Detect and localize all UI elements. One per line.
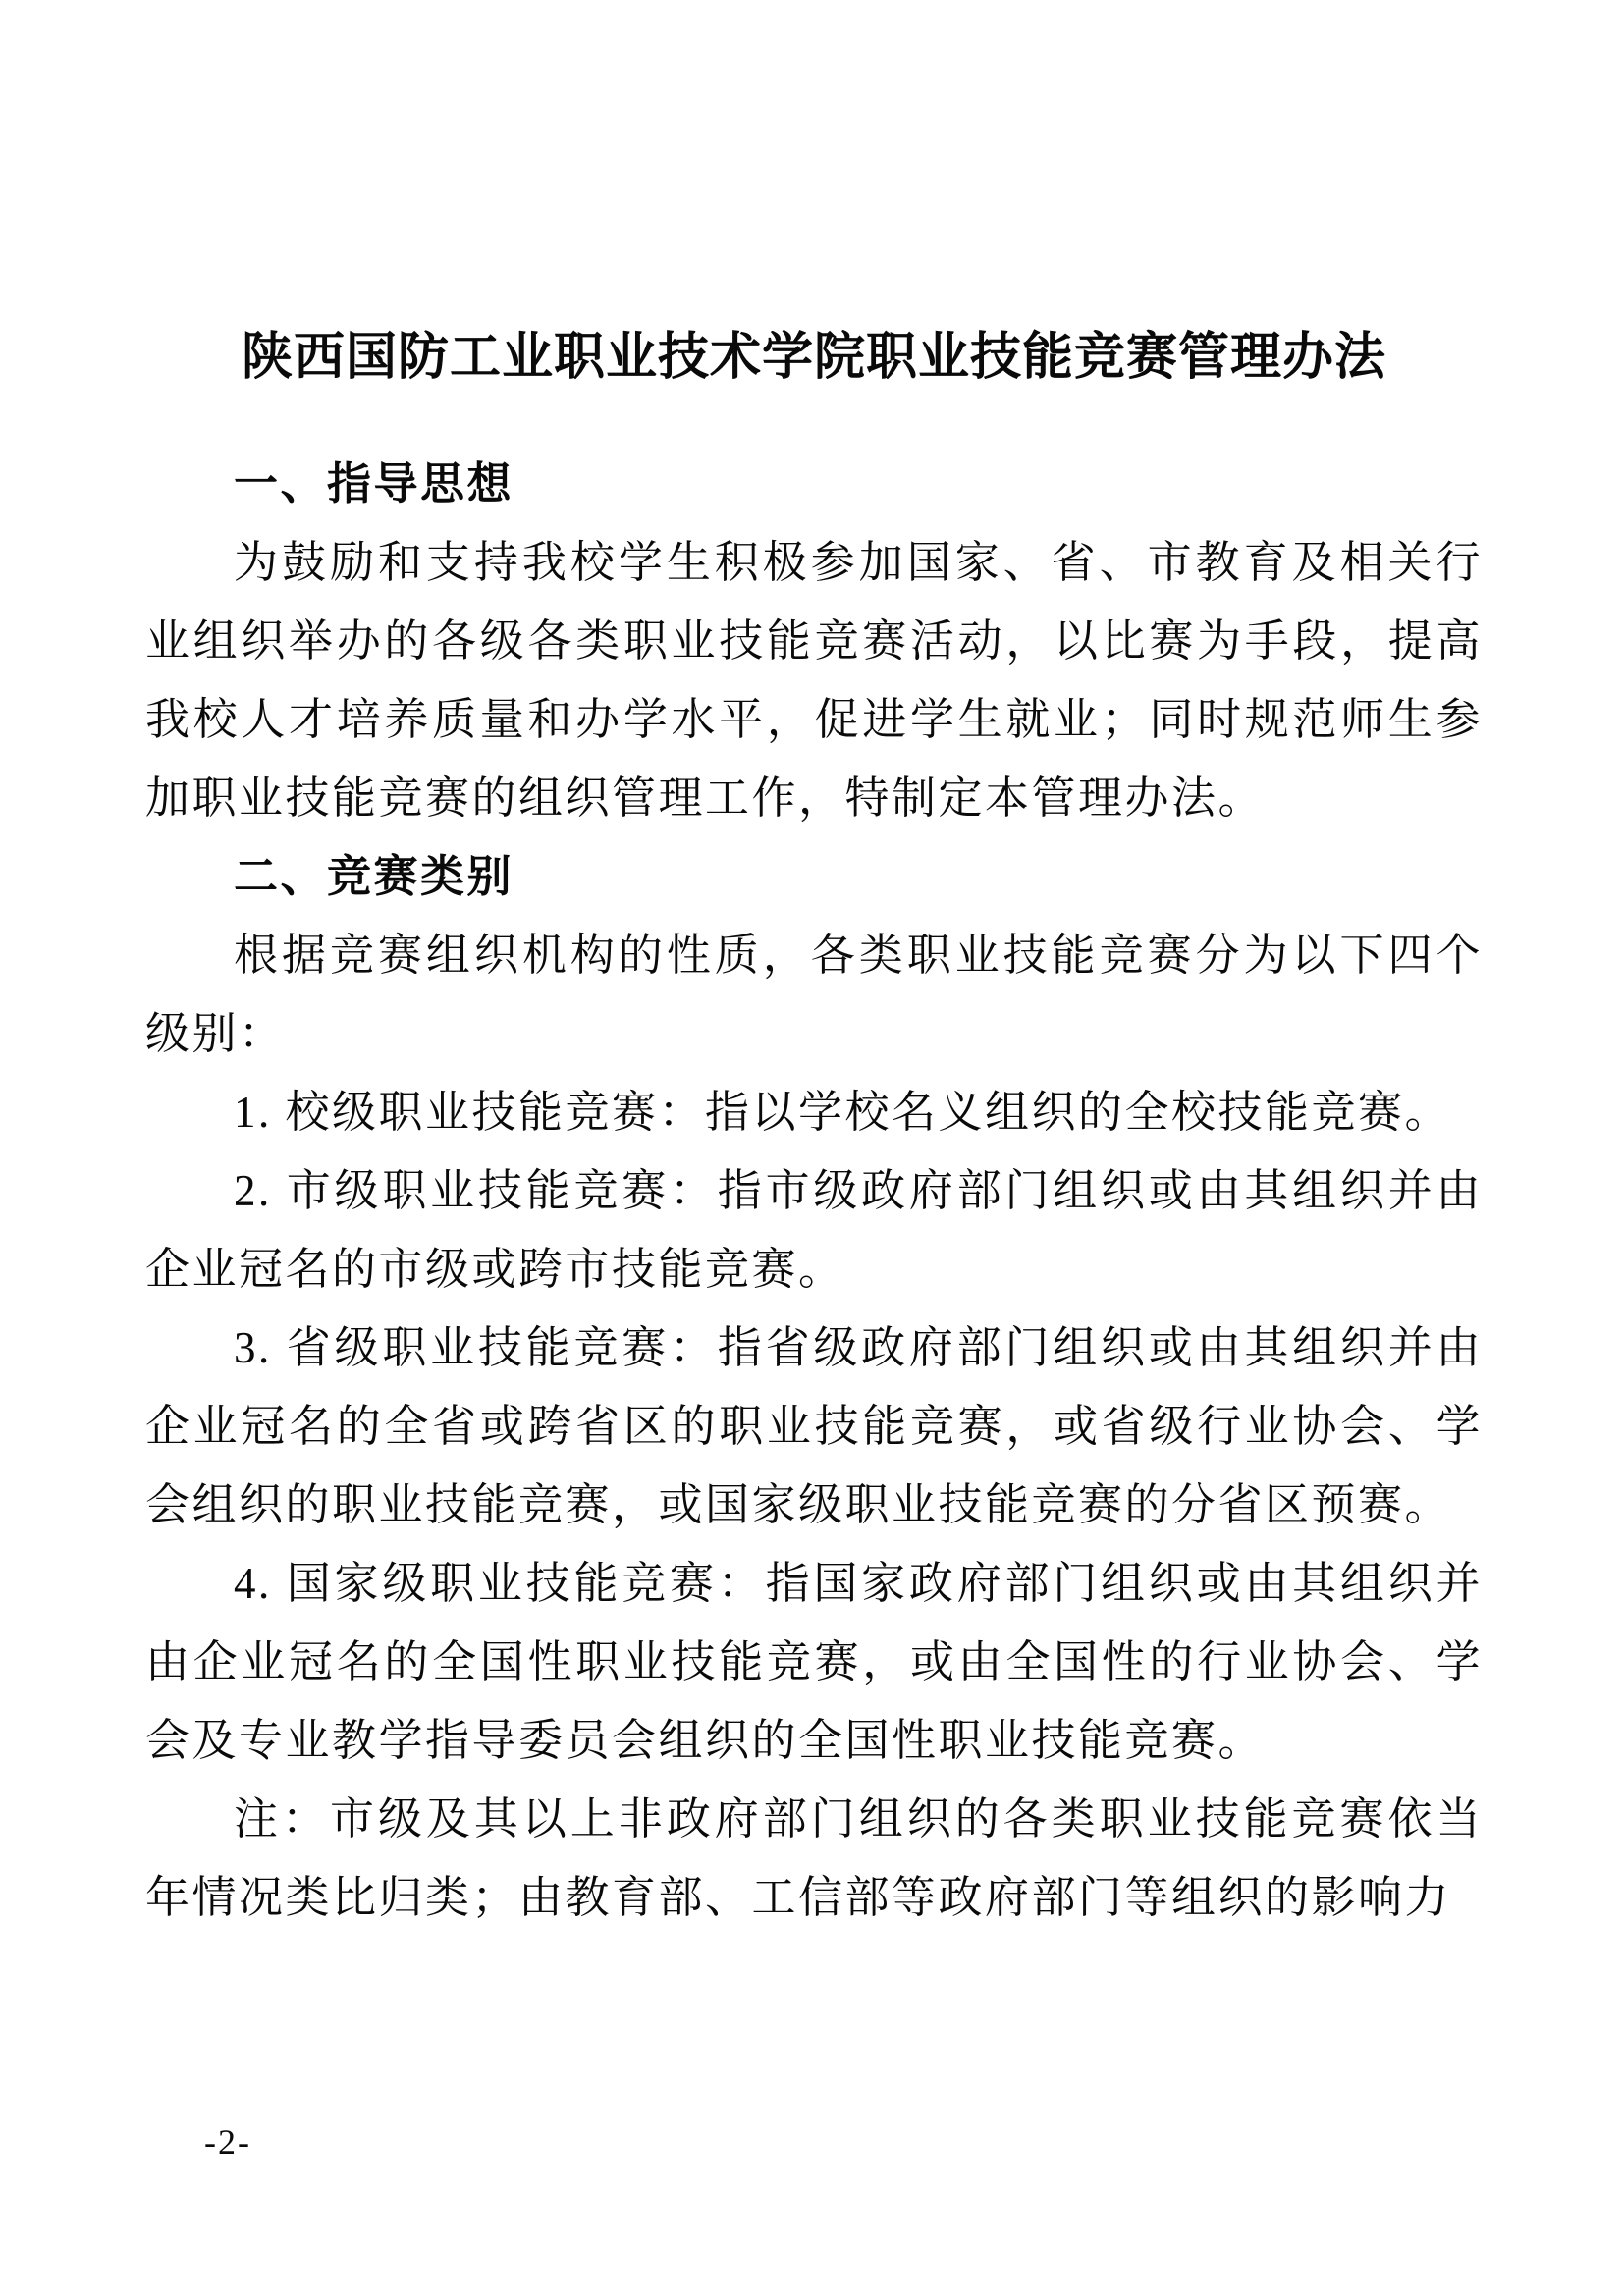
paragraph-categories-intro: 根据竞赛组织机构的性质，各类职业技能竞赛分为以下四个级别： — [145, 931, 1483, 1058]
paragraph-item-city-level: 2. 市级职业技能竞赛：指市级政府部门组织或由其组织并由企业冠名的市级或跨市技能竞赛。 — [145, 1166, 1483, 1294]
document-body — [145, 319, 1483, 1937]
paragraph-item-national-level: 4. 国家级职业技能竞赛：指国家政府部门组织或由其组织并由企业冠名的全国性职业技能竞赛，或由全国性的行业协会、学会及专业教学指导委员会组织的全国性职业技能竞赛。 — [145, 1559, 1483, 1765]
page-number: -2- — [204, 2122, 251, 2162]
document-title: 陕西国防工业职业技术学院职业技能竞赛管理办法 — [241, 330, 1386, 386]
paragraph-item-province-level: 3. 省级职业技能竞赛：指省级政府部门组织或由其组织并由企业冠名的全省或跨省区的职业技能竞赛，或省级行业协会、学会组织的职业技能竞赛，或国家级职业技能竞赛的分省区预赛。 — [145, 1323, 1483, 1529]
paragraph-guiding-ideology: 为鼓励和支持我校学生积极参加国家、省、市教育及相关行业组织举办的各级各类职业技能竞赛活动，以比赛为手段，提高我校人才培养质量和办学水平，促进学生就业；同时规范师生参加职业技能竞赛的组织管理工作，特制定本管理办法。 — [145, 538, 1483, 823]
section-heading-guiding-ideology: 一、指导思想 — [234, 458, 514, 508]
paragraph-note: 注：市级及其以上非政府部门组织的各类职业技能竞赛依当年情况类比归类；由教育部、工信部等政府部门等组织的影响力 — [145, 1794, 1483, 1922]
paragraph-item-school-level: 1. 校级职业技能竞赛：指以学校名义组织的全校技能竞赛。 — [234, 1088, 1452, 1137]
section-heading-competition-categories: 二、竞赛类别 — [234, 851, 514, 901]
